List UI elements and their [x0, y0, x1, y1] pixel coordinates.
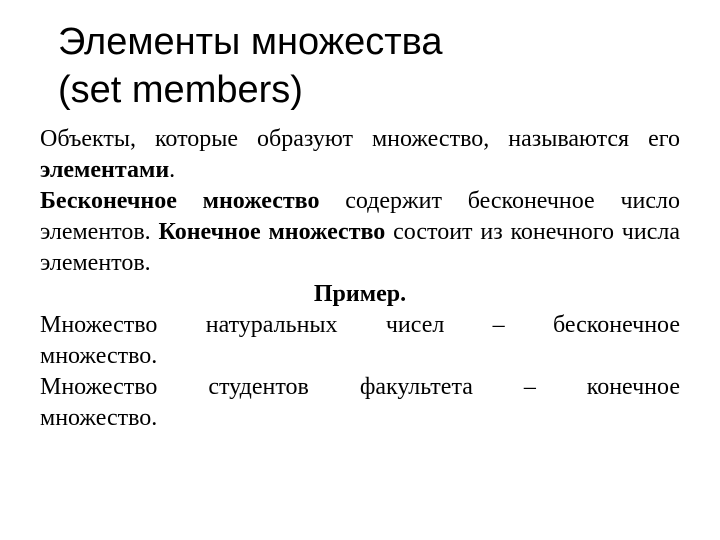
title-line-1: Элементы множества: [58, 21, 443, 63]
example-word: конечное: [586, 374, 680, 400]
example-word: факультета: [359, 374, 473, 400]
title-line-2: (set members): [58, 69, 303, 111]
example-line: [40, 372, 680, 403]
example-line-tail: множество.: [40, 405, 158, 431]
example-line: [40, 310, 680, 341]
paragraph-text: содержит бесконечное число элементов.: [40, 188, 680, 245]
term-elements: элементами: [40, 157, 170, 183]
example-word: бесконечное: [552, 312, 680, 338]
example-word: студентов: [208, 374, 309, 400]
term-infinite-set: Бесконечное множество: [40, 188, 320, 214]
example-word: натуральных: [205, 312, 338, 338]
example-word: Множество: [40, 312, 158, 338]
example-heading: Пример.: [313, 281, 407, 307]
example-word: –: [492, 312, 505, 338]
paragraph-text: .: [169, 157, 176, 183]
paragraph-infinite-finite: [40, 186, 680, 279]
example-word: чисел: [385, 312, 445, 338]
example-line-tail: множество.: [40, 343, 158, 369]
paragraph-text: состоит из конечного числа элементов.: [40, 219, 681, 276]
paragraph-text: Объекты, которые образуют множество, называются его: [40, 126, 680, 152]
example-word: Множество: [40, 374, 158, 400]
slide-body: [40, 124, 680, 434]
paragraph-elements-definition: [40, 124, 680, 186]
term-finite-set: Конечное множество: [158, 219, 386, 245]
slide-title: [58, 18, 443, 114]
example-word: –: [523, 374, 536, 400]
example-natural-numbers: [40, 310, 680, 372]
example-students: [40, 372, 680, 434]
